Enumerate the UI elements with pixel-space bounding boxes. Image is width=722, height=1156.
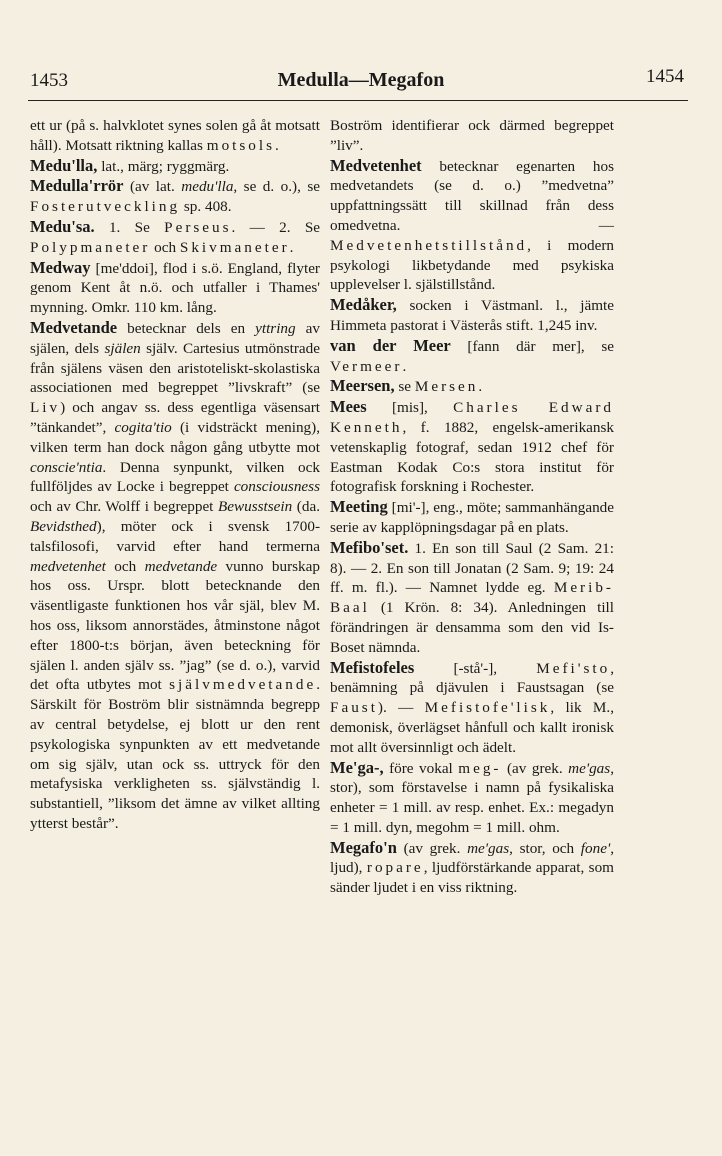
entry-headword: Meeting (330, 497, 388, 517)
entry-text: 1. Se (94, 218, 165, 236)
page-header (0, 62, 722, 96)
spaced-reference: självmedvetande (169, 676, 317, 694)
spaced-reference: Skivmaneter (179, 238, 290, 256)
entry-text: ), möter ock i svensk 1700-talsfilosofi, varvid efter hand termerna (30, 517, 320, 555)
entry-text: [mi'-], eng., möte; sammanhängande serie av kapplöpningsdagar på en plats. (330, 499, 614, 536)
italic-term: Bewusstsein (217, 498, 293, 516)
entry-text: Boström identifierar ock därmed begreppet ”liv”. (330, 117, 614, 154)
entry-text: , stor, och (509, 839, 581, 857)
dictionary-entry (330, 758, 614, 838)
entry-text: 1. En son till Saul (2 Sam. 21: 8). — 2. En son till Jonatan (2 Sam. 9; 19: 24 ff. m. fl.). — Namnet lydde eg. (330, 539, 614, 597)
entry-text: ) och angav ss. dess egentliga väsensart ”tänkandet”, (30, 399, 320, 436)
entry-headword: Medu'lla, (30, 155, 98, 175)
entry-text: . (289, 238, 294, 256)
dictionary-entry (330, 658, 614, 758)
dictionary-entry (30, 156, 320, 177)
entry-text: betecknar dels en (117, 319, 256, 337)
entry-text: . (402, 357, 407, 375)
spaced-reference: Faust (330, 699, 378, 717)
dictionary-entry (330, 497, 614, 538)
dictionary-entry (330, 838, 614, 898)
entry-text: och (105, 557, 145, 575)
spaced-reference: motsols (206, 136, 276, 154)
running-title: Medulla—Megafon (277, 69, 445, 91)
dictionary-entry (330, 538, 614, 658)
entry-text: , se d. o.), se (233, 178, 320, 196)
italic-term: conscie'ntia (30, 458, 103, 476)
italic-term: yttring (255, 319, 296, 337)
entry-text: (i vidsträckt mening), vilken term han dock någon gång utbytte mot (30, 418, 320, 456)
spaced-reference: Charles Edward Kenneth (330, 399, 615, 436)
entry-text: betecknar egenarten hos medvetandets (se d. o.) ”medvetna” uppfattningssätt till skillnad från dess omedvetna. — (330, 157, 614, 234)
entry-headword: Medu'sa. (30, 216, 95, 236)
entry-text: och av Chr. Wolff i begreppet (30, 498, 218, 516)
spaced-reference: Mefi'sto (536, 659, 611, 677)
entry-text: (av grek. (396, 839, 468, 857)
entry-text: [me'ddoi], flod i s.ö. England, flyter genom Kent åt n.ö. och utfaller i Thames' mynning. Omkr. 110 km. lång. (30, 259, 320, 317)
spaced-reference: Merib-Baal (330, 579, 614, 617)
entry-text: , i modern psykologi likbetydande med psykiska upplevelser l. själstillstånd. (330, 236, 614, 294)
dictionary-entry (30, 176, 320, 217)
spaced-reference: Liv (30, 399, 61, 417)
entry-headword: Medway (30, 257, 91, 277)
spaced-reference: Polypmaneter (30, 238, 151, 256)
dictionary-entry (30, 258, 320, 318)
entry-text: se (394, 378, 415, 396)
entry-headword: Medåker, (330, 295, 397, 315)
italic-term: medvetande (144, 557, 218, 575)
entry-headword: Megafo'n (330, 837, 397, 857)
entry-text: , lik M., demonisk, överlägset hånfull och kallt ironisk mot allt översinnligt och ädelt. (330, 699, 614, 756)
entry-text: före vokal (383, 759, 459, 777)
entry-headword: Medulla'rrör (30, 176, 124, 196)
italic-term: me'gas (467, 839, 510, 857)
entry-text: och (150, 238, 180, 256)
entry-text: . — 2. Se (231, 218, 321, 236)
dictionary-entry (330, 336, 614, 377)
entry-headword: Me'ga-, (330, 757, 384, 777)
italic-term: medu'lla (181, 178, 234, 196)
entry-headword: Mees (330, 397, 367, 417)
entry-text: (av grek. (501, 759, 569, 777)
entry-text: , f. 1882, engelsk-amerikansk vetenskaplig fotograf, sedan 1912 chef för Eastman Kodak Co:s stora institut för fotografisk forskning i Rochester. (330, 418, 614, 496)
entry-text: , stor), som förstavelse i namn på fysikaliska enheter = 1 mill. av resp. enhet. Ex.: megadyn = 1 mill. dyn, megohm = 1 mill. ohm. (330, 759, 614, 836)
entry-text: . (478, 378, 483, 396)
spaced-reference: ropare (366, 859, 424, 877)
italic-term: Bevidsthed (30, 517, 97, 535)
header-rule (28, 100, 688, 101)
entry-text: själv. Cartesius utmönstrade från själens väsen den aristoteliskt-skolastiska associationen med begreppet ”livskraft” (se (30, 339, 320, 397)
entry-text: av själen, dels (30, 319, 320, 357)
entry-text: ett ur (på s. halvklotet synes solen gå åt motsatt håll). Motsatt riktning kallas (30, 117, 320, 154)
entry-text: . (275, 136, 279, 154)
entry-headword: Meersen, (330, 376, 395, 396)
entry-text: (av lat. (123, 178, 182, 196)
spaced-reference: Mefistofe'lisk (424, 699, 551, 717)
entry-text: (da. (292, 498, 320, 516)
dictionary-entry (30, 217, 320, 258)
italic-term: medvetenhet (30, 557, 106, 575)
entry-headword: Medvetande (30, 317, 118, 337)
entry-text: [mis], (366, 399, 454, 417)
spaced-reference: Medvetenhetstillstånd (330, 236, 528, 254)
entry-text: . Denna synpunkt, vilken ock fullföljdes av Locke i begreppet (30, 458, 320, 496)
italic-term: cogita'tio (114, 418, 172, 436)
spaced-reference: Vermeer (330, 357, 403, 375)
dictionary-entry (330, 295, 614, 336)
dictionary-entry (30, 318, 320, 834)
entry-text: sp. 408. (180, 198, 232, 216)
dictionary-entry (30, 116, 320, 156)
entry-headword: Mefistofeles (330, 657, 415, 677)
entry-text: , ljud), (330, 839, 614, 877)
italic-term: själen (104, 339, 141, 357)
right-column (330, 116, 614, 898)
entry-headword: van der Meer (330, 335, 451, 355)
page-number-right: 1454 (646, 66, 684, 87)
entry-headword: Mefibo'set. (330, 537, 409, 557)
dictionary-entry (330, 156, 614, 296)
entry-text: , ljudförstärkande apparat, som sänder ljudet i en viss riktning. (330, 859, 614, 897)
entry-headword: Medvetenhet (330, 155, 422, 175)
entry-text: lat., märg; ryggmärg. (97, 157, 230, 175)
spaced-reference: Mersen (414, 378, 479, 396)
dictionary-entry (330, 116, 614, 156)
dictionary-entry (330, 376, 614, 397)
page-number-left: 1453 (30, 70, 68, 91)
italic-term: consciousness (233, 478, 320, 496)
entry-text: [fann där mer], se (450, 337, 614, 355)
entry-text: . Särskilt för Boström blir sistnämnda begrepp av central betydelse, ej blott ur den rent psykologiska synpunkten av ett medvetande om sig själv, utan ock ss. uttryck för den metafysiska verkligheten ss. självständig l. substantiell, ”liksom det ämne av vilket allting ytterst består”. (30, 676, 320, 832)
italic-term: fone' (580, 839, 611, 857)
left-column (30, 116, 320, 834)
entry-text: [-stå'-], (414, 659, 537, 677)
dictionary-entry (330, 397, 614, 497)
spaced-reference: Perseus (164, 218, 232, 236)
entry-text: (1 Krön. 8: 34). Anledningen till förändringen är densamma som den vid Is-Boset nämnda. (330, 599, 614, 656)
entry-text: socken i Västmanl. l., jämte Himmeta pastorat i Västerås stift. 1,245 inv. (330, 297, 614, 334)
italic-term: me'gas (568, 759, 611, 777)
entry-text: ). — (377, 699, 425, 717)
spaced-reference: meg- (458, 759, 502, 777)
entry-text: vunno burskap hos oss. Urspr. blott betecknande den väsentligaste funktionen hos vår själ, blev M. hos oss, liksom annorstädes, åtminstone något efter 1800-t:s början, även beteckning för själen l. anden själv ss. ”jag” (se d. o.), varvid det ofta utbytes mot (30, 557, 320, 694)
entry-text: , benämning på djävulen i Faustsagan (se (330, 659, 614, 697)
spaced-reference: Fosterutveckling (30, 198, 181, 216)
